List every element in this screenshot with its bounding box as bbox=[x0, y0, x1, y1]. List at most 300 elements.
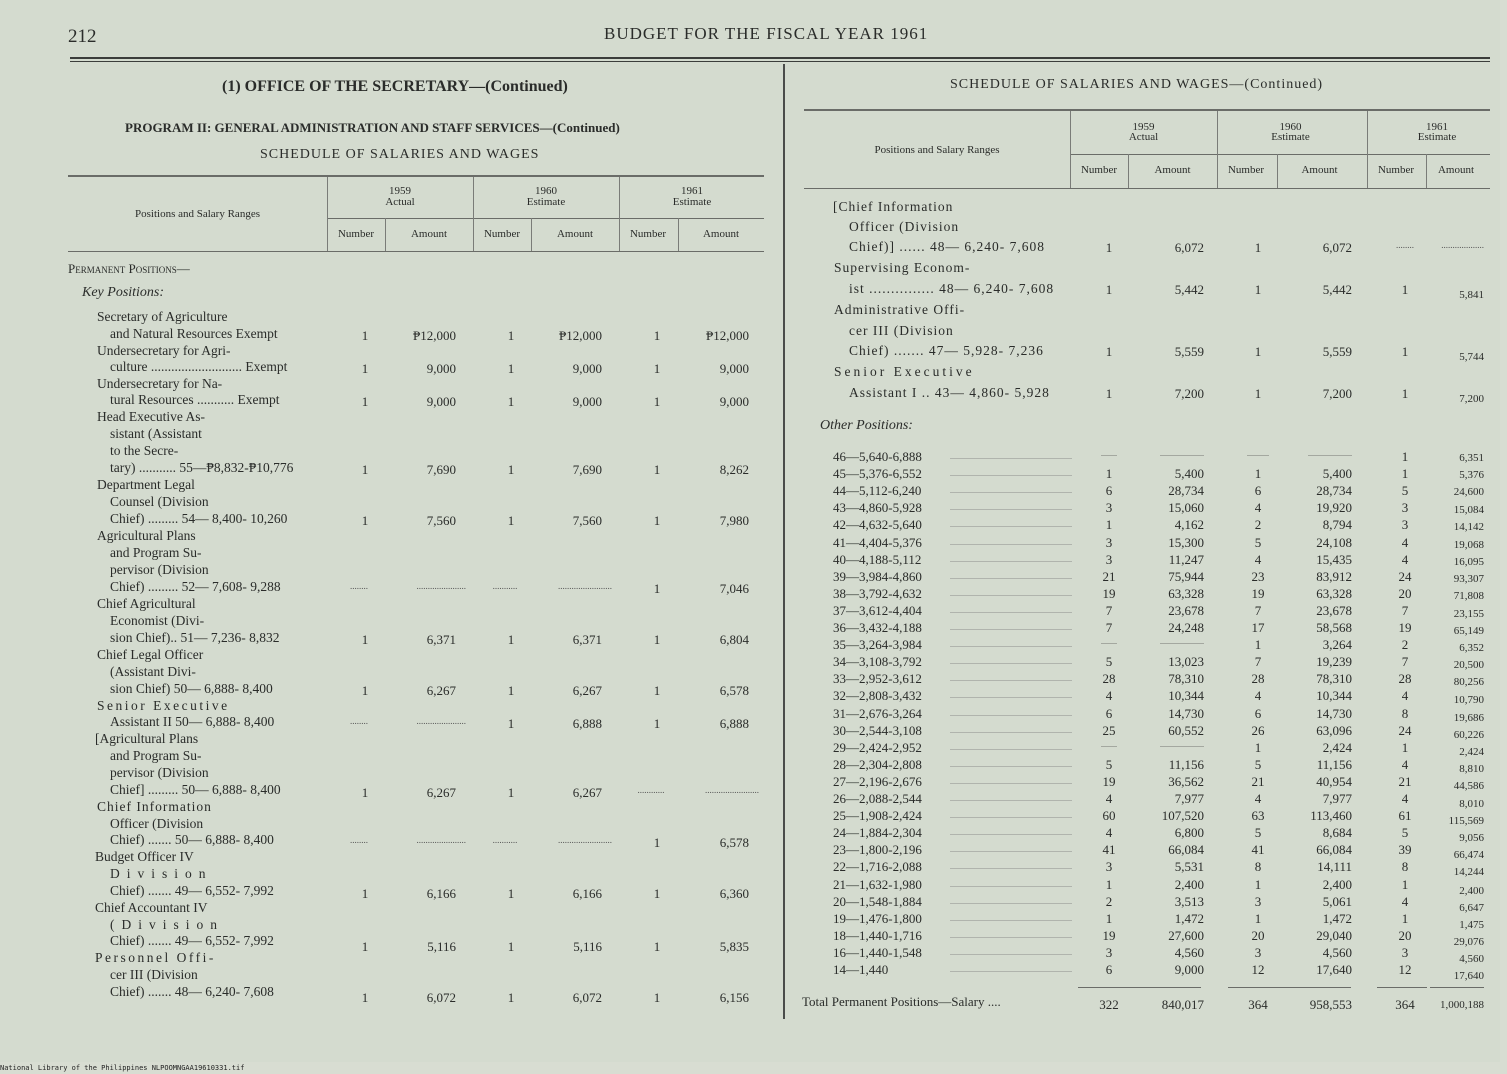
table-cell: 6,166 bbox=[572, 886, 602, 901]
table-cell: 21 bbox=[1398, 774, 1412, 789]
position-line: Officer (Division bbox=[110, 816, 204, 831]
table-cell: 36,562 bbox=[1168, 774, 1204, 789]
leader-dots: ............................................................. bbox=[950, 555, 1072, 564]
table-cell: 8,010 bbox=[1459, 798, 1484, 810]
table-cell: 24,600 bbox=[1453, 486, 1484, 498]
leader-dots: ............................................................. bbox=[950, 623, 1072, 632]
table-cell: 1 bbox=[507, 394, 515, 409]
table-cell: 6,072 bbox=[1322, 240, 1352, 255]
table-cell: 14,142 bbox=[1453, 521, 1484, 533]
table-cell: 5 bbox=[1401, 483, 1409, 498]
table-cell: 8 bbox=[1254, 859, 1262, 874]
amount-header: Amount bbox=[410, 228, 448, 240]
table-cell: 24 bbox=[1398, 723, 1412, 738]
table-cell: 2 bbox=[1254, 517, 1262, 532]
table-cell: 20 bbox=[1251, 928, 1265, 943]
table-cell: 19,239 bbox=[1316, 654, 1352, 669]
number-header: Number bbox=[629, 228, 667, 240]
table-cell: 28,734 bbox=[1168, 483, 1204, 498]
table-cell: 1 bbox=[653, 361, 661, 376]
page-number: 212 bbox=[68, 26, 97, 47]
salary-range: 37—3,612-4,404 bbox=[833, 603, 922, 618]
table-cell: 6,352 bbox=[1459, 642, 1484, 654]
table-cell: 44,586 bbox=[1453, 780, 1484, 792]
table-cell: 1 bbox=[1105, 911, 1113, 926]
table-cell: 9,000 bbox=[572, 394, 602, 409]
salary-range: 19—1,476-1,800 bbox=[833, 911, 922, 926]
position-line: pervisor (Division bbox=[110, 765, 209, 780]
salary-range: 29—2,424-2,952 bbox=[833, 740, 922, 755]
table-cell: 11,156 bbox=[1316, 757, 1352, 772]
table-cell: ........ bbox=[350, 835, 368, 845]
table-cell: 40,954 bbox=[1316, 774, 1352, 789]
amount-header: Amount bbox=[556, 228, 594, 240]
table-cell: 1 bbox=[1105, 466, 1113, 481]
table-cell: 5,116 bbox=[427, 939, 456, 954]
table-cell: 6,360 bbox=[719, 886, 749, 901]
table-cell: 6,072 bbox=[426, 990, 456, 1005]
table-cell: 6,267 bbox=[426, 785, 456, 800]
table-cell: 1 bbox=[653, 581, 661, 596]
footer-source: National Library of the Philippines NLPOOMNGAA19610331.tif bbox=[0, 1064, 245, 1072]
table-cell: 7,560 bbox=[572, 513, 602, 528]
leader-dots: ............................................................. bbox=[950, 828, 1072, 837]
position-line: cer III (Division bbox=[110, 967, 198, 982]
table-cell: 60 bbox=[1102, 808, 1116, 823]
leader-dots: ............................................................. bbox=[950, 657, 1072, 666]
salary-range: 18—1,440-1,716 bbox=[833, 928, 922, 943]
table-cell: 6,166 bbox=[426, 886, 456, 901]
table-cell: 28 bbox=[1102, 671, 1116, 686]
table-cell: 60,552 bbox=[1168, 723, 1204, 738]
table-cell: 1 bbox=[653, 462, 661, 477]
total-rule bbox=[1377, 987, 1427, 988]
table-cell: 7 bbox=[1254, 654, 1262, 669]
table-cell: 1 bbox=[1401, 911, 1409, 926]
table-cell: 12 bbox=[1398, 962, 1412, 977]
salary-range: 24—1,884-2,304 bbox=[833, 825, 922, 840]
table-cell: 1 bbox=[507, 513, 515, 528]
table-cell: 1 bbox=[1401, 386, 1409, 401]
salary-range: 40—4,188-5,112 bbox=[833, 552, 922, 567]
leader-dots: ............................................................. bbox=[950, 931, 1072, 940]
amount-header: Amount bbox=[702, 228, 740, 240]
table-cell: 21 bbox=[1251, 774, 1265, 789]
table-cell: 5,061 bbox=[1322, 894, 1352, 909]
table-cell: 6,888 bbox=[719, 716, 749, 731]
table-cell: 63,096 bbox=[1316, 723, 1352, 738]
table-cell: 11,156 bbox=[1168, 757, 1204, 772]
table-cell: 1 bbox=[507, 990, 515, 1005]
leader-dots: ............................................................. bbox=[950, 777, 1072, 786]
table-cell: 2,424 bbox=[1459, 746, 1484, 758]
table-cell: 3 bbox=[1105, 500, 1113, 515]
table-cell: 7,200 bbox=[1459, 393, 1484, 405]
position-line: Agricultural Plans bbox=[97, 528, 196, 543]
salary-range: 32—2,808-3,432 bbox=[833, 688, 922, 703]
position-line: tural Resources ........... Exempt bbox=[110, 392, 280, 407]
position-line: Administrative Offi- bbox=[834, 302, 966, 317]
table-cell: 7,977 bbox=[1174, 791, 1204, 806]
table-cell: 9,000 bbox=[426, 394, 456, 409]
table-cell: 93,307 bbox=[1453, 573, 1484, 585]
year-kind: Estimate bbox=[672, 196, 712, 208]
number-header: Number bbox=[1227, 164, 1265, 176]
table-cell: 24,248 bbox=[1168, 620, 1204, 635]
table-cell: ₱12,000 bbox=[559, 328, 602, 343]
table-cell: 5 bbox=[1254, 825, 1262, 840]
table-cell: 23,678 bbox=[1168, 603, 1204, 618]
table-cell: 6 bbox=[1254, 706, 1262, 721]
table-cell: 23,155 bbox=[1453, 608, 1484, 620]
table-cell: 1 bbox=[361, 939, 369, 954]
total-cell: 840,017 bbox=[1161, 997, 1204, 1012]
number-header: Number bbox=[1080, 164, 1118, 176]
table-cell: 7,046 bbox=[719, 581, 749, 596]
table-cell: 24 bbox=[1398, 569, 1412, 584]
position-line: sion Chief) 50— 6,888- 8,400 bbox=[110, 681, 273, 696]
table-cell: 41 bbox=[1102, 842, 1116, 857]
table-cell: 6,351 bbox=[1459, 452, 1484, 464]
table-cell: 20 bbox=[1398, 586, 1412, 601]
table-cell: 6,072 bbox=[1174, 240, 1204, 255]
table-cell: 8 bbox=[1401, 859, 1409, 874]
year-subhead-rule bbox=[1070, 154, 1490, 155]
salary-range: 31—2,676-3,264 bbox=[833, 706, 922, 721]
table-cell: 39 bbox=[1398, 842, 1412, 857]
table-cell: 1 bbox=[1254, 282, 1262, 297]
table-cell: 3 bbox=[1401, 500, 1409, 515]
table-cell: 1 bbox=[1401, 740, 1409, 755]
table-cell: 6 bbox=[1254, 483, 1262, 498]
total-rule bbox=[1430, 987, 1484, 988]
position-line: Secretary of Agriculture bbox=[97, 309, 228, 324]
table-cell: 1 bbox=[1105, 877, 1113, 892]
leader-dots: ............................................................. bbox=[950, 897, 1072, 906]
table-cell: 1 bbox=[1254, 911, 1262, 926]
table-cell: 6,804 bbox=[719, 632, 749, 647]
position-line: (Division bbox=[110, 917, 225, 932]
table-cell: ........ bbox=[1396, 240, 1414, 250]
position-line: Chief) ....... 47— 5,928- 7,236 bbox=[849, 343, 1044, 358]
table-head-rule bbox=[804, 188, 1490, 189]
table-cell: 1 bbox=[1254, 240, 1262, 255]
table-cell: 5,744 bbox=[1459, 351, 1484, 363]
year-kind: Actual bbox=[385, 196, 415, 208]
leader-dots: ............................................................. bbox=[950, 965, 1072, 974]
table-cell: 10,344 bbox=[1168, 688, 1204, 703]
table-top-rule bbox=[804, 109, 1490, 111]
position-line: Senior Executive bbox=[97, 698, 230, 713]
table-cell: 29,040 bbox=[1316, 928, 1352, 943]
table-cell: 6,267 bbox=[572, 785, 602, 800]
table-cell: 5,835 bbox=[719, 939, 749, 954]
position-line: Chief Accountant IV bbox=[95, 900, 208, 915]
position-line: Division bbox=[110, 866, 213, 881]
table-cell: 14,111 bbox=[1317, 859, 1352, 874]
position-line: [Chief Information bbox=[833, 199, 954, 214]
table-cell: 15,060 bbox=[1168, 500, 1204, 515]
table-cell: 7,200 bbox=[1322, 386, 1352, 401]
schedule-title: SCHEDULE OF SALARIES AND WAGES bbox=[260, 147, 540, 162]
table-cell: 5,400 bbox=[1174, 466, 1204, 481]
table-cell: 6 bbox=[1105, 706, 1113, 721]
table-cell: 6 bbox=[1105, 962, 1113, 977]
positions-header: Positions and Salary Ranges bbox=[135, 208, 260, 220]
table-cell: 7,560 bbox=[426, 513, 456, 528]
year-subhead-rule bbox=[327, 218, 764, 219]
table-cell: 6,267 bbox=[572, 683, 602, 698]
table-cell: 4 bbox=[1105, 688, 1113, 703]
table-cell: 1 bbox=[1105, 282, 1113, 297]
salary-range: 38—3,792-4,632 bbox=[833, 586, 922, 601]
table-cell: ........ bbox=[350, 716, 368, 726]
salary-range: 28—2,304-2,808 bbox=[833, 757, 922, 772]
table-cell: 9,000 bbox=[572, 361, 602, 376]
table-cell: ............ bbox=[637, 785, 665, 795]
leader-dots: ............................................................. bbox=[950, 743, 1072, 752]
table-cell: 3 bbox=[1401, 517, 1409, 532]
table-cell: 19 bbox=[1251, 586, 1265, 601]
position-line: and Program Su- bbox=[110, 748, 202, 763]
table-cell: 19,686 bbox=[1453, 712, 1484, 724]
table-cell: 4 bbox=[1105, 825, 1113, 840]
table-cell: ₱12,000 bbox=[413, 328, 456, 343]
position-line: Head Executive As- bbox=[97, 409, 205, 424]
table-cell: ........................ bbox=[705, 785, 759, 795]
table-cell: 6,072 bbox=[572, 990, 602, 1005]
table-cell: 23 bbox=[1251, 569, 1265, 584]
table-cell: 3 bbox=[1254, 945, 1262, 960]
table-cell: 1,472 bbox=[1174, 911, 1204, 926]
program-title: PROGRAM II: GENERAL ADMINISTRATION AND STAFF SERVICES—(Continued) bbox=[125, 120, 620, 135]
table-cell: 4 bbox=[1401, 688, 1409, 703]
table-cell: 23,678 bbox=[1316, 603, 1352, 618]
position-line: sistant (Assistant bbox=[110, 426, 202, 441]
table-cell: 1 bbox=[507, 361, 515, 376]
table-cell: 2,400 bbox=[1322, 877, 1352, 892]
table-cell: 7 bbox=[1105, 603, 1113, 618]
leader-dots: ............................................................. bbox=[950, 589, 1072, 598]
table-cell: 1 bbox=[361, 990, 369, 1005]
table-cell: 4 bbox=[1401, 552, 1409, 567]
table-cell: ...................... bbox=[1160, 449, 1204, 458]
table-cell: 4 bbox=[1401, 894, 1409, 909]
table-cell: 7 bbox=[1254, 603, 1262, 618]
position-line: Counsel (Division bbox=[110, 494, 209, 509]
number-header: Number bbox=[1377, 164, 1415, 176]
position-line: [Agricultural Plans bbox=[95, 731, 199, 746]
table-cell: 5,559 bbox=[1174, 344, 1204, 359]
header-rule bbox=[70, 57, 1490, 59]
table-top-rule bbox=[68, 175, 764, 177]
schedule-continued-title: SCHEDULE OF SALARIES AND WAGES—(Continued) bbox=[950, 77, 1324, 92]
salary-range: 42—4,632-5,640 bbox=[833, 517, 922, 532]
position-line: ist ............... 48— 6,240- 7,608 bbox=[849, 281, 1055, 296]
total-cell: 364 bbox=[1248, 997, 1268, 1012]
table-cell: 20,500 bbox=[1453, 659, 1484, 671]
table-cell: 4,560 bbox=[1459, 953, 1484, 965]
table-cell: 8 bbox=[1401, 706, 1409, 721]
amount-header: Amount bbox=[1154, 164, 1191, 176]
year-header: 1960 bbox=[535, 185, 557, 197]
salary-range: 16—1,440-1,548 bbox=[833, 945, 922, 960]
position-line: cer III (Division bbox=[849, 323, 954, 338]
table-cell: 78,310 bbox=[1316, 671, 1352, 686]
position-line: Chief] ......... 50— 6,888- 8,400 bbox=[110, 782, 281, 797]
table-cell: 5 bbox=[1105, 654, 1113, 669]
leader-dots: ............................................................. bbox=[950, 503, 1072, 512]
number-header: Number bbox=[483, 228, 521, 240]
position-line: (Assistant Divi- bbox=[110, 664, 196, 679]
table-cell: 1 bbox=[507, 632, 515, 647]
table-cell: 5,442 bbox=[1174, 282, 1204, 297]
salary-range: 46—5,640-6,888 bbox=[833, 449, 922, 464]
salary-range: 34—3,108-3,792 bbox=[833, 654, 922, 669]
total-cell: 322 bbox=[1099, 997, 1119, 1012]
table-cell: 1 bbox=[653, 683, 661, 698]
table-cell: 19 bbox=[1102, 586, 1116, 601]
table-cell: 17,640 bbox=[1453, 970, 1484, 982]
salary-range: 26—2,088-2,544 bbox=[833, 791, 922, 806]
table-cell: 1 bbox=[653, 328, 661, 343]
salary-range: 14—1,440 bbox=[833, 962, 889, 977]
salary-range: 23—1,800-2,196 bbox=[833, 842, 922, 857]
table-cell: 1 bbox=[1105, 386, 1113, 401]
table-cell: 4 bbox=[1401, 791, 1409, 806]
position-line: Officer (Division bbox=[849, 219, 960, 234]
table-cell: 5,841 bbox=[1459, 289, 1484, 301]
table-cell: ...................... bbox=[1160, 637, 1204, 646]
table-cell: 26 bbox=[1251, 723, 1265, 738]
leader-dots: ............................................................. bbox=[950, 794, 1072, 803]
table-cell: 1 bbox=[653, 394, 661, 409]
position-line: Chief) ......... 52— 7,608- 9,288 bbox=[110, 579, 281, 594]
table-cell: ...................... bbox=[1308, 449, 1352, 458]
position-line: Economist (Divi- bbox=[110, 613, 205, 628]
table-cell: 15,300 bbox=[1168, 535, 1204, 550]
table-cell: 5,559 bbox=[1322, 344, 1352, 359]
table-cell: 5,531 bbox=[1174, 859, 1204, 874]
table-cell: 8,684 bbox=[1322, 825, 1352, 840]
table-cell: ...................... bbox=[1160, 740, 1204, 749]
position-line: Undersecretary for Agri- bbox=[97, 343, 231, 358]
table-cell: 66,084 bbox=[1316, 842, 1352, 857]
position-line: Chief)] ...... 48— 6,240- 7,608 bbox=[849, 239, 1045, 254]
table-cell: 1 bbox=[1105, 240, 1113, 255]
leader-dots: ............................................................. bbox=[950, 674, 1072, 683]
table-cell: 7 bbox=[1105, 620, 1113, 635]
position-line: Undersecretary for Na- bbox=[97, 376, 223, 391]
leader-dots: ............................................................. bbox=[950, 469, 1072, 478]
total-cell: 1,000,188 bbox=[1440, 999, 1484, 1011]
table-cell: 58,568 bbox=[1316, 620, 1352, 635]
table-cell: 1 bbox=[653, 835, 661, 850]
position-line: Chief) ......... 54— 8,400- 10,260 bbox=[110, 511, 288, 526]
table-cell: 1 bbox=[361, 462, 369, 477]
table-cell: 21 bbox=[1102, 569, 1116, 584]
table-cell: 1 bbox=[653, 886, 661, 901]
table-cell: 1 bbox=[1254, 344, 1262, 359]
subsection-label: Key Positions: bbox=[82, 285, 165, 300]
amount-header: Amount bbox=[1301, 164, 1338, 176]
table-cell: 4 bbox=[1254, 791, 1262, 806]
table-cell: 5 bbox=[1105, 757, 1113, 772]
table-cell: 6,578 bbox=[719, 835, 749, 850]
salary-range: 20—1,548-1,884 bbox=[833, 894, 922, 909]
table-cell: 6,800 bbox=[1174, 825, 1204, 840]
salary-range: 27—2,196-2,676 bbox=[833, 774, 922, 789]
table-cell: 2 bbox=[1105, 894, 1113, 909]
table-cell: 115,569 bbox=[1448, 815, 1484, 827]
table-cell: 107,520 bbox=[1161, 808, 1204, 823]
table-cell: 2,424 bbox=[1322, 740, 1352, 755]
table-cell: 1 bbox=[507, 785, 515, 800]
table-cell: 7,200 bbox=[1174, 386, 1204, 401]
table-cell: 1 bbox=[361, 361, 369, 376]
table-cell: 60,226 bbox=[1453, 729, 1484, 741]
table-cell: 83,912 bbox=[1316, 569, 1352, 584]
leader-dots: ............................................................. bbox=[950, 640, 1072, 649]
amount-header: Amount bbox=[1437, 164, 1475, 176]
year-kind: Estimate bbox=[526, 196, 566, 208]
table-cell: 20 bbox=[1398, 928, 1412, 943]
table-cell: 1 bbox=[1254, 877, 1262, 892]
table-cell: 2,400 bbox=[1174, 877, 1204, 892]
leader-dots: ............................................................. bbox=[950, 691, 1072, 700]
table-cell: 80,256 bbox=[1453, 676, 1484, 688]
position-line: Department Legal bbox=[97, 477, 195, 492]
table-cell: 6,156 bbox=[719, 990, 749, 1005]
table-cell: 1 bbox=[361, 328, 369, 343]
page-header-title: BUDGET FOR THE FISCAL YEAR 1961 bbox=[604, 24, 929, 43]
table-cell: 14,730 bbox=[1316, 706, 1352, 721]
table-cell: 6,371 bbox=[426, 632, 456, 647]
position-line: tary) ........... 55—₱8,832-₱10,776 bbox=[110, 460, 294, 475]
position-line: sion Chief).. 51— 7,236- 8,832 bbox=[110, 630, 280, 645]
table-cell: 10,344 bbox=[1316, 688, 1352, 703]
table-cell: 1 bbox=[1401, 449, 1409, 464]
total-label: Total Permanent Positions—Salary .... bbox=[802, 994, 1001, 1009]
table-cell: 65,149 bbox=[1453, 625, 1484, 637]
total-cell: 958,553 bbox=[1309, 997, 1352, 1012]
table-cell: ........... bbox=[1247, 449, 1269, 458]
table-cell: 1 bbox=[1105, 517, 1113, 532]
table-cell: 1 bbox=[507, 716, 515, 731]
position-line: culture ........................... Exempt bbox=[110, 359, 288, 374]
leader-dots: ............................................................. bbox=[950, 452, 1072, 461]
table-cell: 41 bbox=[1251, 842, 1265, 857]
table-cell: ........ bbox=[1101, 740, 1117, 749]
other-positions-label: Other Positions: bbox=[820, 418, 913, 433]
table-cell: 4 bbox=[1254, 500, 1262, 515]
table-cell: 1 bbox=[361, 886, 369, 901]
table-cell: 1 bbox=[361, 683, 369, 698]
table-cell: 27,600 bbox=[1168, 928, 1204, 943]
leader-dots: ............................................................. bbox=[950, 811, 1072, 820]
table-cell: 4 bbox=[1401, 757, 1409, 772]
table-cell: ........... bbox=[492, 835, 518, 845]
table-cell: 66,084 bbox=[1168, 842, 1204, 857]
position-line: Chief) ....... 49— 6,552- 7,992 bbox=[110, 883, 274, 898]
table-cell: 14,730 bbox=[1168, 706, 1204, 721]
table-cell: 6,371 bbox=[572, 632, 602, 647]
salary-range: 21—1,632-1,980 bbox=[833, 877, 922, 892]
table-cell: 9,056 bbox=[1459, 832, 1484, 844]
number-header: Number bbox=[337, 228, 375, 240]
salary-range: 22—1,716-2,088 bbox=[833, 859, 922, 874]
table-cell: 1,472 bbox=[1322, 911, 1352, 926]
